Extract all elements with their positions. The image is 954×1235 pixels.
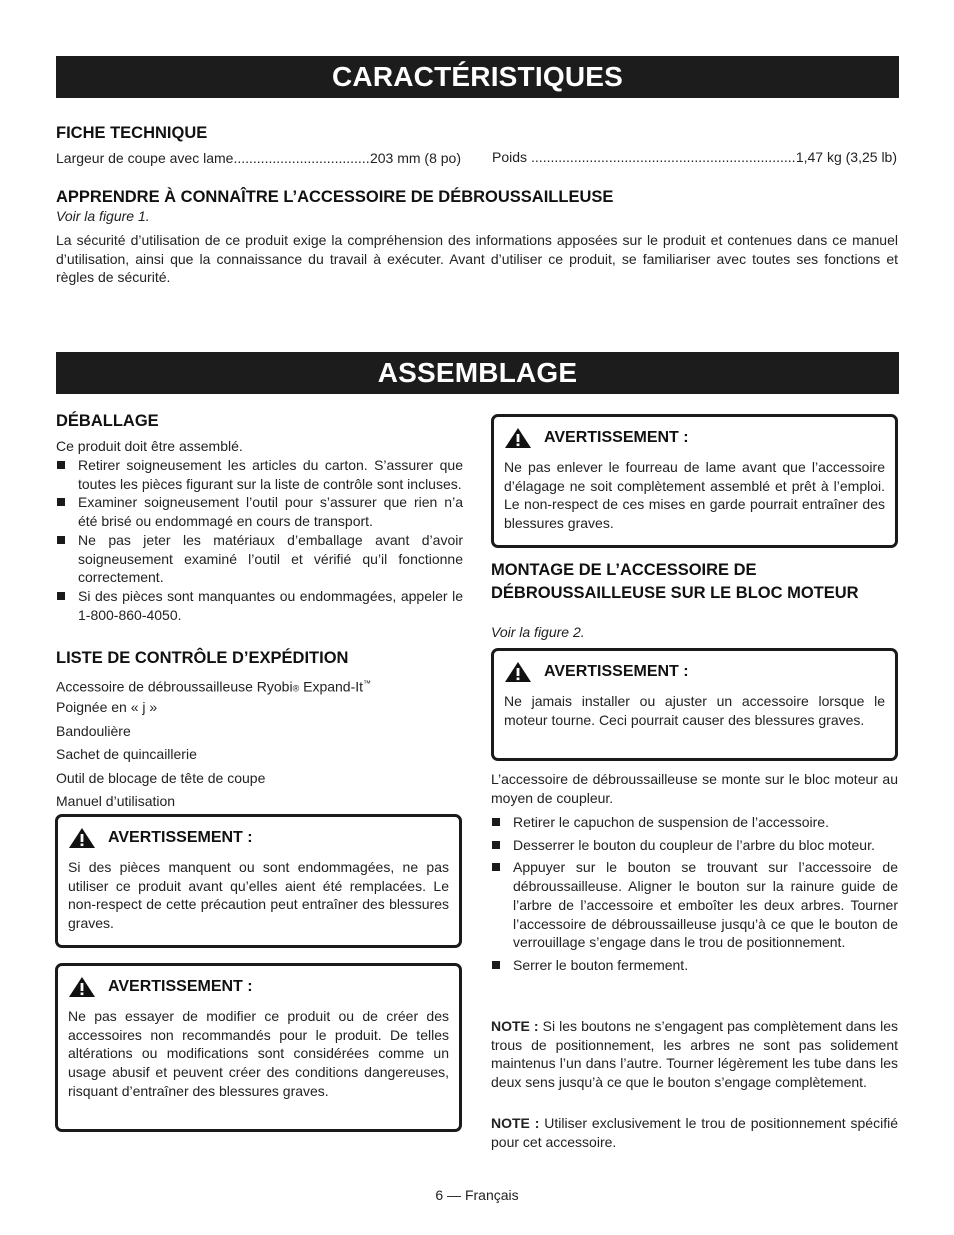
list-item: Si des pièces sont manquantes ou endommagées, appeler le 1-800-860-4050. <box>56 587 463 624</box>
figure-reference: Voir la figure 1. <box>56 208 150 224</box>
warning-box-motor-running <box>491 648 898 761</box>
deballage-list <box>56 456 463 624</box>
warning-box-sheath <box>491 414 898 548</box>
warning-text: Si des pièces manquent ou sont endommagées, ne pas utiliser ce produit avant qu’elles aient été remplacées. Le non-respect de cette précaution peut entraîner des blessures graves. <box>68 859 449 932</box>
dot-leader <box>531 149 796 165</box>
bullet-square-icon <box>57 592 65 600</box>
bullet-square-icon <box>492 841 500 849</box>
list-item: Poignée en « j » <box>56 699 158 716</box>
heading-fiche-technique: FICHE TECHNIQUE <box>56 124 208 142</box>
bullet-square-icon <box>492 961 500 969</box>
warning-title: AVERTISSEMENT : <box>68 827 449 849</box>
spec-cutting-width-value: 203 mm (8 po) <box>369 150 461 166</box>
spec-cutting-width-label: Largeur de coupe avec lame <box>56 150 234 166</box>
list-item: Appuyer sur le bouton se trouvant sur l’accessoire de débroussailleuse. Aligner le bouton sur la rainure guide de l’arbre de l’accessoire et emboîter les deux arbres. Tourner l’accessoire de débroussailleuse jusqu’à ce que le bouton de verrouillage s’engage dans le trou de positionnement. <box>491 858 898 952</box>
warning-text: Ne pas essayer de modifier ce produit ou de créer des accessoires non recommandés pour le produit. De telles altérations ou modifications sont considérées comme un usage abusif et peuvent créer des conditions dangereuses, risquant d’entraîner des blessures graves. <box>68 1008 449 1099</box>
note-positioning-hole: NOTE : Utiliser exclusivement le trou de positionnement spécifié pour cet accessoire. <box>491 1115 898 1150</box>
apprendre-body: La sécurité d’utilisation de ce produit exige la compréhension des informations apposées sur le produit et contenues dans ce manuel d’utilisation, ainsi que la connaissance du travail à exécuter. Avant d’utiliser ce produit, se familiariser avec toutes ses fonctions et règles de sécurité. <box>56 232 898 286</box>
note-tubes: NOTE : Si les boutons ne s’engagent pas complètement dans les trous de positionnement, les arbres ne sont pas solidement maintenus l’un dans l’autre. Tourner légèrement les tube dans les deux sens jusqu’à ce que le bouton s’engage complètement. <box>491 1018 898 1091</box>
bullet-square-icon <box>57 461 65 469</box>
spec-cutting-width <box>56 150 461 166</box>
warning-triangle-icon <box>504 427 532 449</box>
list-item: Desserrer le bouton du coupleur de l’arbre du bloc moteur. <box>491 836 898 855</box>
spec-weight <box>492 149 897 165</box>
list-item: Bandoulière <box>56 722 131 739</box>
dot-leader <box>233 150 370 166</box>
list-item: Ne pas jeter les matériaux d’emballage avant d’avoir soigneusement examiné l’outil et vérifié qu’il fonctionne correctement. <box>56 531 463 587</box>
bullet-square-icon <box>492 863 500 871</box>
deballage-intro: Ce produit doit être assemblé. <box>56 438 243 454</box>
list-item: Retirer le capuchon de suspension de l’accessoire. <box>491 813 898 832</box>
warning-triangle-icon <box>68 827 96 849</box>
warning-title: AVERTISSEMENT : <box>504 427 885 449</box>
warning-title: AVERTISSEMENT : <box>504 661 885 683</box>
spec-weight-label: Poids <box>492 149 528 165</box>
spec-weight-value: 1,47 kg (3,25 lb) <box>795 149 897 165</box>
list-item: Examiner soigneusement l’outil pour s’assurer que rien n’a été brisé ou endommagé en cours de transport. <box>56 493 463 530</box>
section-banner-caracteristiques: CARACTÉRISTIQUES <box>56 56 899 98</box>
section-banner-assemblage: ASSEMBLAGE <box>56 352 899 394</box>
warning-triangle-icon <box>504 661 532 683</box>
warning-box-modifications <box>55 963 462 1132</box>
warning-triangle-icon <box>68 976 96 998</box>
list-item: Accessoire de débroussailleuse Ryobi® Expand-It™ <box>56 678 372 695</box>
bullet-square-icon <box>57 498 65 506</box>
warning-title: AVERTISSEMENT : <box>68 976 449 998</box>
checklist <box>56 674 371 814</box>
list-item: Outil de blocage de tête de coupe <box>56 769 266 786</box>
warning-box-missing-parts <box>55 814 462 948</box>
page-footer: 6 — Français <box>435 1187 519 1203</box>
heading-montage: MONTAGE DE L’ACCESSOIRE DE DÉBROUSSAILLEUSE SUR LE BLOC MOTEUR <box>491 561 859 602</box>
bullet-square-icon <box>492 818 500 826</box>
figure-reference: Voir la figure 2. <box>491 624 585 640</box>
heading-liste-controle: LISTE DE CONTRÔLE D’EXPÉDITION <box>56 649 349 667</box>
heading-apprendre: APPRENDRE À CONNAÎTRE L’ACCESSOIRE DE DÉBROUSSAILLEUSE <box>56 188 614 206</box>
bullet-square-icon <box>57 536 65 544</box>
montage-list <box>491 813 898 975</box>
list-item: Serrer le bouton fermement. <box>491 956 898 975</box>
list-item: Sachet de quincaillerie <box>56 746 197 763</box>
heading-deballage: DÉBALLAGE <box>56 412 159 430</box>
montage-intro: L’accessoire de débroussailleuse se monte sur le bloc moteur au moyen de coupleur. <box>491 771 898 806</box>
list-item: Manuel d’utilisation <box>56 792 176 809</box>
list-item: Retirer soigneusement les articles du carton. S’assurer que toutes les pièces figurant sur la liste de contrôle sont incluses. <box>56 456 463 493</box>
warning-text: Ne jamais installer ou ajuster un accessoire lorsque le moteur tourne. Ceci pourrait causer des blessures graves. <box>504 693 885 728</box>
warning-text: Ne pas enlever le fourreau de lame avant que l’accessoire d’élagage ne soit complètement assemblé et prêt à l’emploi. Le non-respect de ces mises en garde pourrait entraîner des blessures graves. <box>504 459 885 532</box>
